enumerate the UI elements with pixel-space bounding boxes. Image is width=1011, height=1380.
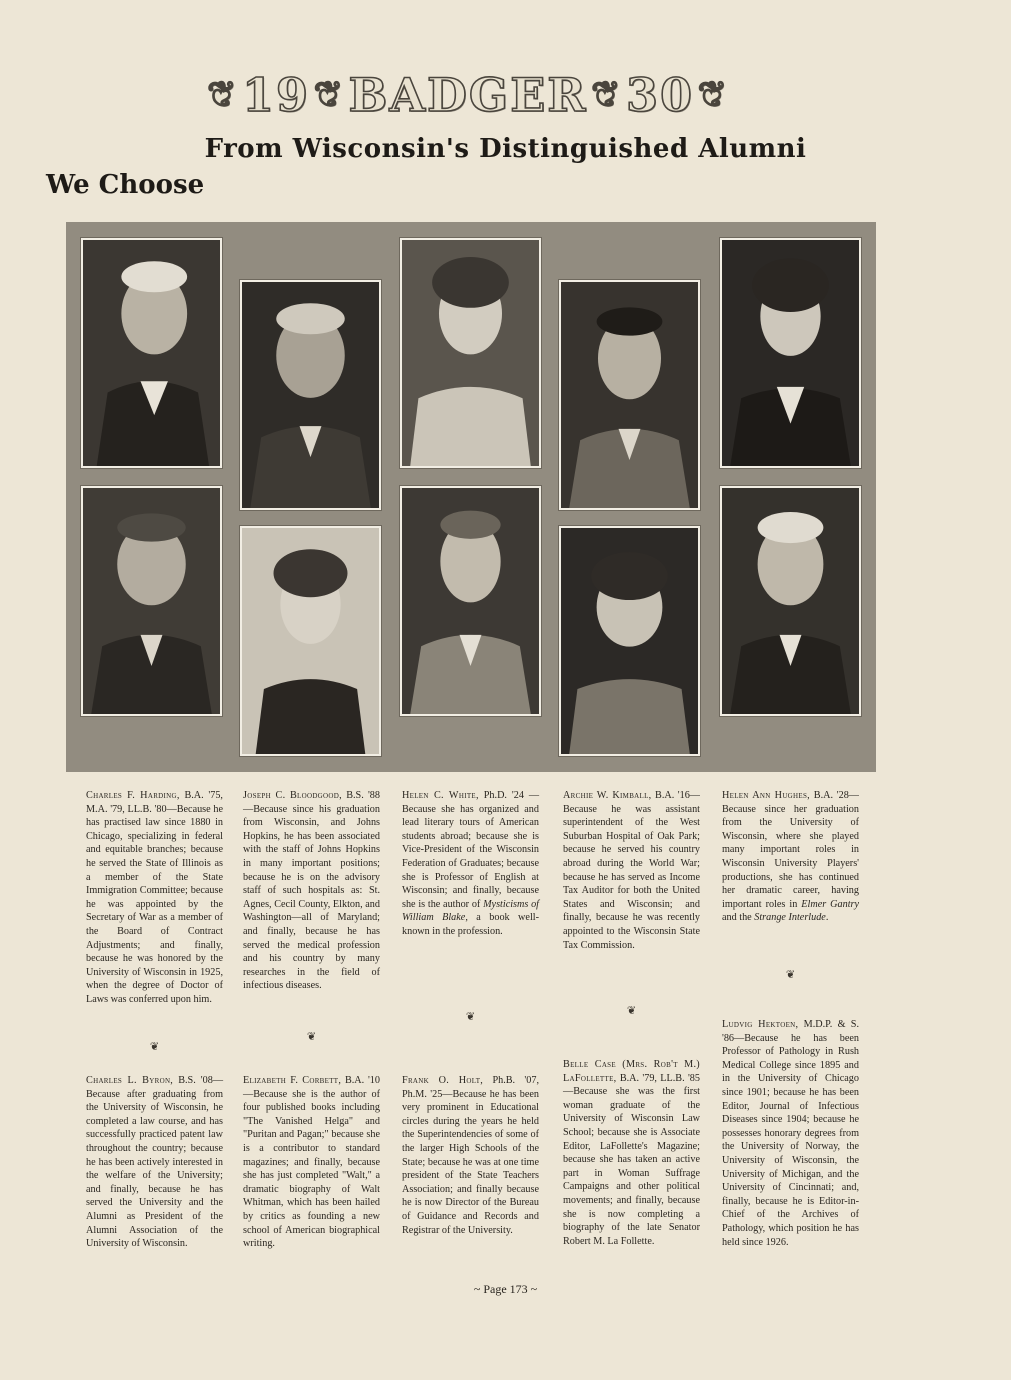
portrait-hughes bbox=[720, 238, 861, 468]
masthead-year-right: 30 bbox=[626, 68, 695, 122]
bio-kimball bbox=[563, 789, 700, 952]
bio-name: Archie W. Kimball, bbox=[563, 790, 652, 801]
bio-name: Charles F. Harding, bbox=[86, 790, 180, 801]
portrait-harding bbox=[81, 238, 222, 468]
bio-bloodgood bbox=[243, 789, 380, 993]
portrait-holt bbox=[400, 486, 541, 716]
masthead-year-left: 19 bbox=[241, 68, 310, 122]
bio-text: and the bbox=[722, 912, 752, 924]
bio-text: . bbox=[825, 912, 829, 924]
bio-text: Ph.D. '24 —Because she has organized and lead literary tours of American students abroad; because she is Vice-President of the Wisconsin Federation of Graduates; because she is Professor of English at Wisconsin; and finally, because she is the author of bbox=[402, 790, 540, 910]
ornament-icon: ❦ bbox=[313, 75, 345, 115]
bio-play-title: Elmer Gantry bbox=[801, 898, 860, 910]
bio-corbett bbox=[243, 1074, 380, 1251]
portrait-bloodgood bbox=[240, 280, 381, 510]
bio-white bbox=[402, 789, 539, 939]
ornament-divider bbox=[402, 1010, 539, 1023]
ornament-icon: ❦ bbox=[591, 75, 623, 115]
ornament-icon: ❦ bbox=[698, 75, 729, 115]
bio-byron bbox=[86, 1074, 223, 1251]
bio-text: , a book well-known in the profession. bbox=[402, 912, 539, 937]
portrait-panel bbox=[66, 222, 876, 772]
bio-hughes bbox=[722, 789, 859, 925]
ornament-icon: ❦ bbox=[626, 1005, 637, 1017]
bio-name: Helen Ann Hughes, bbox=[722, 790, 811, 801]
masthead bbox=[88, 70, 848, 120]
ornament-icon: ❦ bbox=[149, 1041, 160, 1053]
lead-heading: We Choose bbox=[46, 170, 205, 200]
portrait-hektoen bbox=[720, 486, 861, 716]
ornament-divider bbox=[563, 1004, 700, 1017]
ornament-icon: ❦ bbox=[306, 1031, 317, 1043]
bio-text: M.D.P. & S. '86—Because he has been Professor of Pathology in Rush Medical College since 1895 and in the University of Chicago since 1901; because he has been Editor, Journal of Infectious Diseases since 1904; because he possesses honorary degrees from the University of Norway, the University of Wisconsin, the University of Michigan, and the University of Cincinnati; and, finally, because he is Editor-in-Chief of the Archives of Pathology, which position he has held since 1926. bbox=[722, 1019, 860, 1248]
bio-name: Charles L. Byron, bbox=[86, 1075, 174, 1086]
ornament-icon: ❦ bbox=[465, 1011, 476, 1023]
bio-play-title: Strange Interlude bbox=[754, 912, 826, 924]
bio-name: Elizabeth F. Corbett, bbox=[243, 1075, 342, 1086]
ornament-divider bbox=[86, 1040, 223, 1053]
portrait-byron bbox=[81, 486, 222, 716]
portrait-kimball bbox=[559, 280, 700, 510]
bio-text: B.A. '79, LL.B. '85—Because she was the first woman graduate of the University of Wisconsin Law School; because she is Associate Editor, LaFollette's Magazine; because she has taken an active part in Woman Suffrage Campaigns and other political movements; and finally, because she is now completing a biography of the late Senator Robert M. La Follette. bbox=[563, 1072, 700, 1247]
ornament-divider bbox=[243, 1030, 380, 1043]
page-subtitle: From Wisconsin's Distinguished Alumni bbox=[204, 134, 807, 164]
bio-harding bbox=[86, 789, 223, 1007]
bio-text: B.S. '08—Because after graduating from the University of Wisconsin, he completed a law course, and has successfully practiced patent law throughout the country; because he has been actively interested in the welfare of the University; and finally, because he has served the University and the Alumni as President of the Alumni Association of the University of Wisconsin. bbox=[86, 1075, 224, 1250]
bio-text: B.A. '75, M.A. '79, LL.B. '80—Because he has practised law since 1880 in Chicago, specializing in federal and equitable branches; because he served the State of Illinois as a member of the State Immigration Committee; because he was appointed by the Secretary of War as a member of the Board of Contract Adjustments; and finally, because he was honored by the University of Wisconsin in 1925, when the degree of Doctor of Laws was conferred upon him. bbox=[86, 790, 223, 1005]
bio-holt bbox=[402, 1074, 539, 1237]
portrait-lafollette bbox=[559, 526, 700, 756]
bio-text: Ph.B. '07, Ph.M. '25—Because he has been very prominent in Educational circles during the years he held the Superintendencies of some of the larger High Schools of the State; because he was at one time president of the State Teachers Association; and finally because he is now Director of the Bureau of Guidance and Records and Registrar of the University. bbox=[402, 1075, 539, 1236]
ornament-icon: ❦ bbox=[207, 75, 238, 115]
masthead-word: BADGER bbox=[348, 68, 588, 122]
bio-name: Belle Case (Mrs. Rob't M.) LaFollette, bbox=[563, 1059, 700, 1084]
bio-text: B.A. '10—Because she is the author of four published books including "The Vanished Helga" and "Puritan and Pagan;" because she is a contributor to standard magazines; and finally, because she has just completed "Walt," a dramatic biography of Walt Whitman, which has been hailed by critics as founding a new school of American biographical writing. bbox=[243, 1075, 380, 1250]
portrait-white bbox=[400, 238, 541, 468]
page-number: ~ Page 173 ~ bbox=[473, 1282, 538, 1296]
ornament-divider bbox=[722, 968, 859, 981]
bio-book-title: Mysticisms of William Blake bbox=[402, 898, 540, 924]
ornament-icon: ❦ bbox=[785, 969, 796, 981]
bio-text: B.A. '28—Because since her graduation from the University of Wisconsin, where she played many important roles in Wisconsin University Players' productions, she has continued her dramatic career, having important roles in bbox=[722, 790, 859, 910]
bio-text: B.A. '16—Because he was assistant superintendent of the West Suburban Hospital of Oak Park; because he served his country abroad during the World War; because he has served as Income Tax Auditor for both the United States and Wisconsin; and finally, because he was recently appointed to the Wisconsin State Tax Commission. bbox=[563, 790, 700, 951]
bio-name: Ludvig Hektoen, bbox=[722, 1019, 799, 1030]
bio-lafollette bbox=[563, 1058, 700, 1248]
bio-name: Joseph C. Bloodgood, bbox=[243, 790, 342, 801]
bio-text: B.S. '88—Because since his graduation from Wisconsin, and Johns Hopkins, he has been associated with the staff of Johns Hopkins in many important positions; because he is on the advisory staff of such hospitals as: St. Agnes, Cecil County, Elkton, and Washington—all of Maryland; and finally, because he has served the medical profession and his country by many researches in the field of infectious diseases. bbox=[243, 790, 380, 992]
bio-name: Helen C. White, bbox=[402, 790, 479, 801]
bio-name: Frank O. Holt, bbox=[402, 1075, 484, 1086]
bio-hektoen bbox=[722, 1018, 859, 1249]
portrait-corbett bbox=[240, 526, 381, 756]
